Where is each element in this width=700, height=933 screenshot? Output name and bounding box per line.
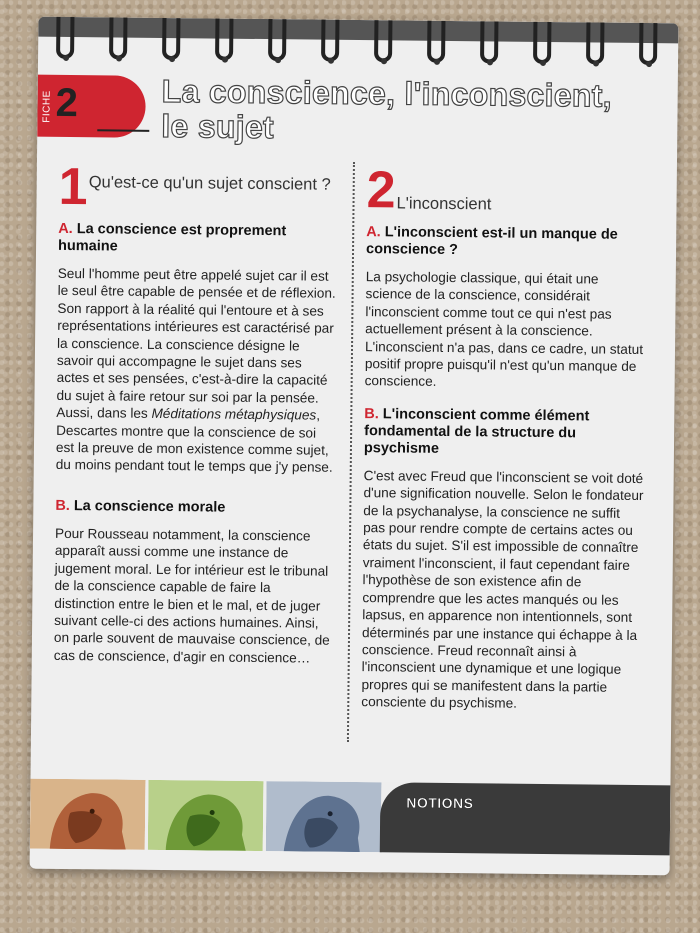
subheading-letter: A. — [366, 224, 381, 241]
subheading-text: L'inconscient comme élément fondamental de la structure du psychisme — [363, 406, 590, 457]
subheading-text: L'inconscient est-il un manque de conscience ? — [365, 224, 618, 259]
paragraph-a: La psychologie classique, qui était une science de la conscience, considérait l'inconscient comme tout ce qui n'est pas actuellement présent à la conscience. L'inconscient n'a pas, dans ce cadre, un statut positif propre puisqu'il n'est qu'un manque de conscience. — [364, 269, 644, 390]
spiral-ring — [268, 17, 287, 62]
section-title: L'inconscient — [396, 194, 492, 214]
spiral-ring — [109, 17, 128, 60]
section-2 — [361, 161, 647, 737]
subheading-letter: B. — [55, 497, 70, 514]
subheading-b — [55, 498, 335, 518]
spiral-ring — [533, 17, 552, 64]
notions-bar — [380, 782, 671, 855]
spiral-ring — [321, 17, 340, 62]
spiral-ring — [374, 17, 393, 63]
spiral-ring — [639, 17, 658, 65]
section-number: 2 — [366, 161, 396, 220]
philosopher-portrait-1 — [30, 779, 146, 850]
page-title: La conscience, l'inconscient, le sujet — [161, 72, 613, 146]
subheading-letter: A. — [58, 220, 73, 238]
section-1-header — [58, 157, 339, 224]
paragraph-text: , Descartes montre que la conscience de soi est la preuve de mon existence comme sujet, du moins pendant tout le temps que j'y pense. — [55, 407, 333, 476]
subheading-b — [364, 406, 645, 460]
spiral-ring — [162, 17, 181, 60]
paragraph-text: Seul l'homme peut être appelé sujet car il est le seul être capable de pensée et de réflexion. Son rapport à la réalité qui l'entoure et à ses représentations intérieures est caractérisé par la conscience. La conscience désigne le savoir qui accompagne le sujet dans ses actes et ses pensées, c'est-à-dire la capacité du sujet à faire retour sur soi par la pensée. Aussi, dans les — [56, 265, 336, 422]
spiral-ring — [56, 17, 75, 59]
section-1 — [53, 157, 338, 691]
notebook-card — [30, 17, 679, 876]
subheading-letter: B. — [364, 405, 379, 423]
column-divider — [347, 162, 355, 742]
philosopher-portrait-2 — [148, 780, 264, 851]
footer — [30, 779, 671, 856]
subheading-text: La conscience est proprement humaine — [57, 221, 287, 255]
fiche-label: FICHE — [41, 90, 53, 124]
spiral-binding — [56, 17, 667, 76]
section-number: 1 — [58, 157, 88, 217]
paragraph-b: Pour Rousseau notamment, la conscience apparaît aussi comme une instance de jugement moral. Le for intérieur est le tribunal de la conscience capable de faire la distinction entre le bien et le mal, et de juger suivant celle-ci des actions humaines. Ainsi, on parle souvent de mauvaise conscience, de cas de conscience, d'agir en conscience… — [53, 525, 330, 666]
spiral-ring — [586, 17, 605, 65]
philosopher-portrait-3 — [266, 781, 382, 852]
paragraph-a — [56, 265, 338, 477]
spiral-ring — [480, 17, 499, 64]
notions-label: NOTIONS — [406, 794, 474, 812]
fiche-number: 2 — [55, 80, 79, 126]
paragraph-b: C'est avec Freud que l'inconscient se voit doté d'une signification nouvelle. Selon le fondateur de la psychanalyse, la conscience ne suffit pas pour rendre compte de certains actes ou états du sujet. S'il est impossible de connaître vraiment l'inconscient, il faut cependant faire l'hypothèse de son existence afin de comprendre que les actes manqués ou les lapsus, en apparence non intentionnels, sont déterminés par une instance qui échappe à la conscience. Freud reconnaît ainsi à l'inconscient une dynamique et une logique propres qui se manifestent dans la partie consciente du psychisme. — [361, 467, 644, 711]
subheading-text: La conscience morale — [73, 497, 226, 516]
spiral-ring — [215, 17, 234, 61]
book-title: Méditations métaphysiques — [151, 406, 317, 423]
section-title: Qu'est-ce qu'un sujet conscient ? — [88, 173, 331, 194]
section-2-header — [366, 161, 647, 227]
spiral-ring — [427, 17, 446, 63]
subheading-a — [366, 224, 646, 261]
subheading-a — [58, 221, 338, 258]
